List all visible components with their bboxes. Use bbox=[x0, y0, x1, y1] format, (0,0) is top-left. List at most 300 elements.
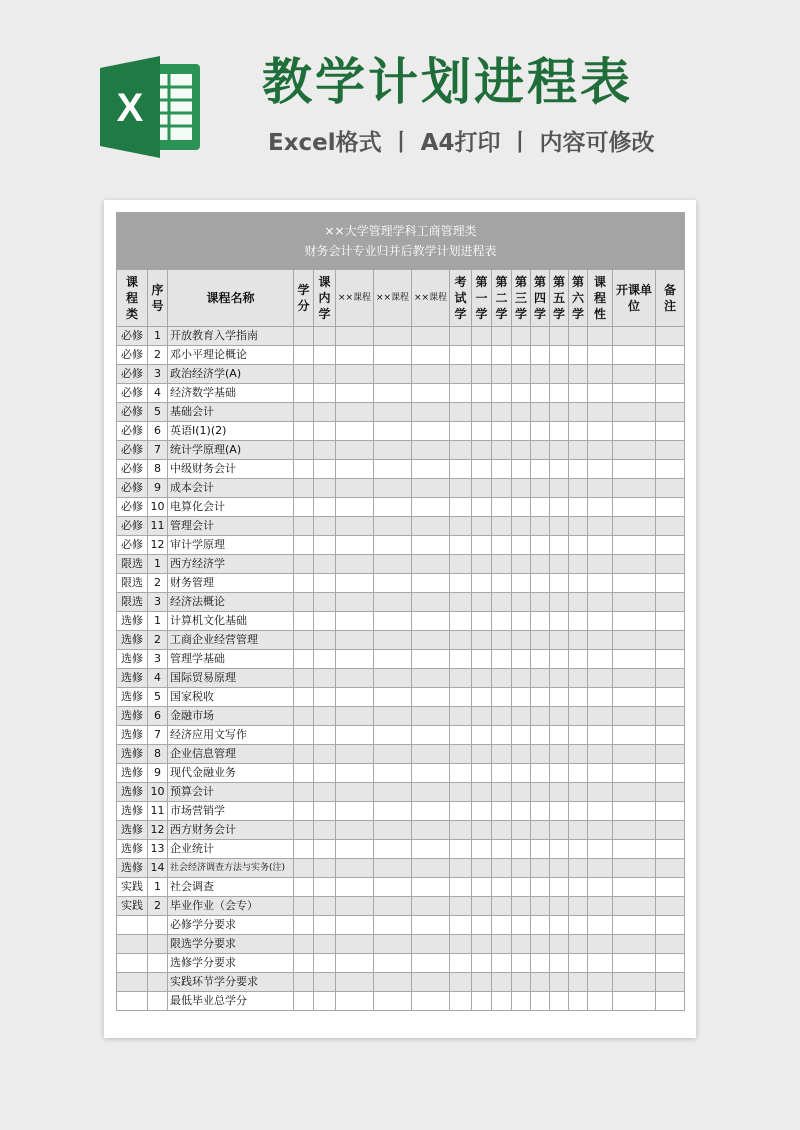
empty-cell[interactable] bbox=[656, 783, 685, 802]
empty-cell[interactable] bbox=[294, 403, 314, 422]
empty-cell[interactable] bbox=[512, 612, 531, 631]
empty-cell[interactable] bbox=[412, 631, 450, 650]
cell-course-type[interactable]: 必修 bbox=[117, 365, 148, 384]
empty-cell[interactable] bbox=[450, 973, 472, 992]
empty-cell[interactable] bbox=[314, 840, 336, 859]
empty-cell[interactable] bbox=[374, 726, 412, 745]
cell-course-name[interactable]: 预算会计 bbox=[168, 783, 294, 802]
empty-cell[interactable] bbox=[492, 460, 512, 479]
empty-cell[interactable] bbox=[412, 859, 450, 878]
empty-cell[interactable] bbox=[374, 441, 412, 460]
cell-course-type[interactable]: 选修 bbox=[117, 821, 148, 840]
empty-cell[interactable] bbox=[531, 460, 550, 479]
empty-cell[interactable] bbox=[412, 669, 450, 688]
empty-cell[interactable] bbox=[472, 422, 492, 441]
empty-cell[interactable] bbox=[550, 726, 569, 745]
empty-cell[interactable] bbox=[294, 498, 314, 517]
empty-cell[interactable] bbox=[336, 745, 374, 764]
empty-cell[interactable] bbox=[294, 764, 314, 783]
empty-cell[interactable] bbox=[569, 498, 588, 517]
empty-cell[interactable] bbox=[550, 441, 569, 460]
empty-cell[interactable] bbox=[472, 555, 492, 574]
cell-course-type[interactable]: 必修 bbox=[117, 479, 148, 498]
cell-course-name[interactable]: 政治经济学(A) bbox=[168, 365, 294, 384]
empty-cell[interactable] bbox=[294, 631, 314, 650]
empty-cell[interactable] bbox=[492, 954, 512, 973]
empty-cell[interactable] bbox=[450, 802, 472, 821]
empty-cell[interactable] bbox=[336, 441, 374, 460]
empty-cell[interactable] bbox=[569, 574, 588, 593]
empty-cell[interactable] bbox=[412, 897, 450, 916]
empty-cell[interactable] bbox=[450, 593, 472, 612]
empty-cell[interactable] bbox=[550, 612, 569, 631]
empty-cell[interactable] bbox=[531, 441, 550, 460]
cell-course-type[interactable]: 选修 bbox=[117, 688, 148, 707]
empty-cell[interactable] bbox=[656, 764, 685, 783]
cell-course-type[interactable] bbox=[117, 992, 148, 1011]
empty-cell[interactable] bbox=[512, 935, 531, 954]
empty-cell[interactable] bbox=[656, 745, 685, 764]
empty-cell[interactable] bbox=[550, 403, 569, 422]
empty-cell[interactable] bbox=[412, 840, 450, 859]
cell-seq[interactable]: 5 bbox=[148, 688, 168, 707]
empty-cell[interactable] bbox=[314, 517, 336, 536]
empty-cell[interactable] bbox=[550, 821, 569, 840]
empty-cell[interactable] bbox=[472, 897, 492, 916]
empty-cell[interactable] bbox=[374, 479, 412, 498]
empty-cell[interactable] bbox=[588, 365, 613, 384]
empty-cell[interactable] bbox=[531, 802, 550, 821]
empty-cell[interactable] bbox=[492, 365, 512, 384]
cell-course-type[interactable]: 选修 bbox=[117, 764, 148, 783]
empty-cell[interactable] bbox=[588, 460, 613, 479]
empty-cell[interactable] bbox=[472, 631, 492, 650]
empty-cell[interactable] bbox=[314, 954, 336, 973]
empty-cell[interactable] bbox=[412, 498, 450, 517]
empty-cell[interactable] bbox=[450, 897, 472, 916]
empty-cell[interactable] bbox=[472, 954, 492, 973]
empty-cell[interactable] bbox=[492, 403, 512, 422]
empty-cell[interactable] bbox=[569, 346, 588, 365]
empty-cell[interactable] bbox=[374, 536, 412, 555]
empty-cell[interactable] bbox=[472, 707, 492, 726]
cell-course-type[interactable] bbox=[117, 916, 148, 935]
empty-cell[interactable] bbox=[569, 422, 588, 441]
empty-cell[interactable] bbox=[512, 479, 531, 498]
empty-cell[interactable] bbox=[531, 840, 550, 859]
empty-cell[interactable] bbox=[569, 669, 588, 688]
empty-cell[interactable] bbox=[492, 327, 512, 346]
empty-cell[interactable] bbox=[550, 764, 569, 783]
empty-cell[interactable] bbox=[412, 878, 450, 897]
empty-cell[interactable] bbox=[492, 688, 512, 707]
cell-seq[interactable]: 13 bbox=[148, 840, 168, 859]
empty-cell[interactable] bbox=[588, 897, 613, 916]
cell-course-type[interactable]: 实践 bbox=[117, 878, 148, 897]
cell-seq[interactable] bbox=[148, 973, 168, 992]
empty-cell[interactable] bbox=[656, 346, 685, 365]
empty-cell[interactable] bbox=[512, 517, 531, 536]
empty-cell[interactable] bbox=[374, 650, 412, 669]
empty-cell[interactable] bbox=[314, 802, 336, 821]
empty-cell[interactable] bbox=[314, 935, 336, 954]
empty-cell[interactable] bbox=[531, 593, 550, 612]
empty-cell[interactable] bbox=[412, 536, 450, 555]
empty-cell[interactable] bbox=[314, 593, 336, 612]
empty-cell[interactable] bbox=[336, 574, 374, 593]
empty-cell[interactable] bbox=[374, 346, 412, 365]
cell-course-type[interactable]: 限选 bbox=[117, 555, 148, 574]
empty-cell[interactable] bbox=[531, 726, 550, 745]
empty-cell[interactable] bbox=[531, 650, 550, 669]
cell-seq[interactable]: 6 bbox=[148, 422, 168, 441]
cell-course-name[interactable]: 金融市场 bbox=[168, 707, 294, 726]
empty-cell[interactable] bbox=[569, 726, 588, 745]
empty-cell[interactable] bbox=[336, 707, 374, 726]
empty-cell[interactable] bbox=[550, 479, 569, 498]
empty-cell[interactable] bbox=[472, 859, 492, 878]
empty-cell[interactable] bbox=[472, 403, 492, 422]
empty-cell[interactable] bbox=[412, 574, 450, 593]
empty-cell[interactable] bbox=[531, 479, 550, 498]
empty-cell[interactable] bbox=[531, 878, 550, 897]
empty-cell[interactable] bbox=[472, 669, 492, 688]
empty-cell[interactable] bbox=[550, 517, 569, 536]
empty-cell[interactable] bbox=[550, 574, 569, 593]
empty-cell[interactable] bbox=[294, 954, 314, 973]
empty-cell[interactable] bbox=[336, 935, 374, 954]
empty-cell[interactable] bbox=[613, 422, 656, 441]
empty-cell[interactable] bbox=[569, 403, 588, 422]
empty-cell[interactable] bbox=[336, 365, 374, 384]
empty-cell[interactable] bbox=[512, 669, 531, 688]
empty-cell[interactable] bbox=[294, 688, 314, 707]
empty-cell[interactable] bbox=[588, 346, 613, 365]
empty-cell[interactable] bbox=[314, 498, 336, 517]
empty-cell[interactable] bbox=[613, 574, 656, 593]
empty-cell[interactable] bbox=[294, 384, 314, 403]
empty-cell[interactable] bbox=[472, 612, 492, 631]
empty-cell[interactable] bbox=[314, 783, 336, 802]
empty-cell[interactable] bbox=[336, 802, 374, 821]
empty-cell[interactable] bbox=[613, 441, 656, 460]
cell-course-type[interactable]: 必修 bbox=[117, 441, 148, 460]
cell-seq[interactable] bbox=[148, 992, 168, 1011]
empty-cell[interactable] bbox=[613, 631, 656, 650]
empty-cell[interactable] bbox=[613, 821, 656, 840]
cell-course-type[interactable] bbox=[117, 954, 148, 973]
cell-seq[interactable]: 8 bbox=[148, 745, 168, 764]
cell-course-name[interactable]: 最低毕业总学分 bbox=[168, 992, 294, 1011]
empty-cell[interactable] bbox=[492, 783, 512, 802]
empty-cell[interactable] bbox=[294, 992, 314, 1011]
cell-course-name[interactable]: 工商企业经营管理 bbox=[168, 631, 294, 650]
empty-cell[interactable] bbox=[314, 612, 336, 631]
empty-cell[interactable] bbox=[512, 650, 531, 669]
empty-cell[interactable] bbox=[569, 365, 588, 384]
empty-cell[interactable] bbox=[412, 783, 450, 802]
empty-cell[interactable] bbox=[412, 593, 450, 612]
cell-course-name[interactable]: 管理会计 bbox=[168, 517, 294, 536]
empty-cell[interactable] bbox=[294, 745, 314, 764]
cell-seq[interactable]: 9 bbox=[148, 479, 168, 498]
cell-course-name[interactable]: 企业统计 bbox=[168, 840, 294, 859]
empty-cell[interactable] bbox=[531, 783, 550, 802]
empty-cell[interactable] bbox=[314, 631, 336, 650]
cell-course-name[interactable]: 经济数学基础 bbox=[168, 384, 294, 403]
empty-cell[interactable] bbox=[336, 954, 374, 973]
empty-cell[interactable] bbox=[450, 954, 472, 973]
empty-cell[interactable] bbox=[492, 479, 512, 498]
cell-course-name[interactable]: 限选学分要求 bbox=[168, 935, 294, 954]
empty-cell[interactable] bbox=[569, 745, 588, 764]
empty-cell[interactable] bbox=[472, 840, 492, 859]
empty-cell[interactable] bbox=[492, 821, 512, 840]
empty-cell[interactable] bbox=[588, 403, 613, 422]
empty-cell[interactable] bbox=[569, 631, 588, 650]
empty-cell[interactable] bbox=[531, 973, 550, 992]
empty-cell[interactable] bbox=[569, 688, 588, 707]
empty-cell[interactable] bbox=[374, 365, 412, 384]
empty-cell[interactable] bbox=[472, 764, 492, 783]
cell-course-name[interactable]: 邓小平理论概论 bbox=[168, 346, 294, 365]
cell-course-name[interactable]: 经济法概论 bbox=[168, 593, 294, 612]
cell-course-type[interactable]: 必修 bbox=[117, 384, 148, 403]
cell-course-name[interactable]: 英语Ⅰ(1)(2) bbox=[168, 422, 294, 441]
empty-cell[interactable] bbox=[450, 517, 472, 536]
cell-course-name[interactable]: 审计学原理 bbox=[168, 536, 294, 555]
empty-cell[interactable] bbox=[294, 916, 314, 935]
cell-course-type[interactable] bbox=[117, 935, 148, 954]
empty-cell[interactable] bbox=[336, 460, 374, 479]
empty-cell[interactable] bbox=[512, 555, 531, 574]
empty-cell[interactable] bbox=[569, 935, 588, 954]
empty-cell[interactable] bbox=[374, 707, 412, 726]
empty-cell[interactable] bbox=[336, 992, 374, 1011]
empty-cell[interactable] bbox=[472, 916, 492, 935]
empty-cell[interactable] bbox=[492, 498, 512, 517]
empty-cell[interactable] bbox=[472, 460, 492, 479]
empty-cell[interactable] bbox=[492, 346, 512, 365]
empty-cell[interactable] bbox=[336, 859, 374, 878]
empty-cell[interactable] bbox=[550, 346, 569, 365]
empty-cell[interactable] bbox=[472, 802, 492, 821]
empty-cell[interactable] bbox=[613, 745, 656, 764]
empty-cell[interactable] bbox=[374, 422, 412, 441]
empty-cell[interactable] bbox=[472, 688, 492, 707]
empty-cell[interactable] bbox=[569, 479, 588, 498]
cell-seq[interactable]: 3 bbox=[148, 650, 168, 669]
empty-cell[interactable] bbox=[450, 650, 472, 669]
empty-cell[interactable] bbox=[294, 859, 314, 878]
empty-cell[interactable] bbox=[472, 498, 492, 517]
empty-cell[interactable] bbox=[472, 441, 492, 460]
empty-cell[interactable] bbox=[550, 802, 569, 821]
empty-cell[interactable] bbox=[336, 669, 374, 688]
empty-cell[interactable] bbox=[412, 973, 450, 992]
empty-cell[interactable] bbox=[588, 764, 613, 783]
empty-cell[interactable] bbox=[588, 422, 613, 441]
empty-cell[interactable] bbox=[550, 992, 569, 1011]
cell-course-name[interactable]: 成本会计 bbox=[168, 479, 294, 498]
empty-cell[interactable] bbox=[531, 403, 550, 422]
empty-cell[interactable] bbox=[314, 821, 336, 840]
empty-cell[interactable] bbox=[294, 460, 314, 479]
cell-seq[interactable]: 1 bbox=[148, 612, 168, 631]
cell-course-type[interactable]: 选修 bbox=[117, 612, 148, 631]
empty-cell[interactable] bbox=[336, 536, 374, 555]
empty-cell[interactable] bbox=[450, 365, 472, 384]
empty-cell[interactable] bbox=[336, 403, 374, 422]
empty-cell[interactable] bbox=[569, 840, 588, 859]
empty-cell[interactable] bbox=[512, 460, 531, 479]
empty-cell[interactable] bbox=[412, 365, 450, 384]
empty-cell[interactable] bbox=[374, 764, 412, 783]
empty-cell[interactable] bbox=[492, 973, 512, 992]
empty-cell[interactable] bbox=[531, 935, 550, 954]
empty-cell[interactable] bbox=[336, 688, 374, 707]
empty-cell[interactable] bbox=[336, 878, 374, 897]
empty-cell[interactable] bbox=[656, 878, 685, 897]
empty-cell[interactable] bbox=[412, 612, 450, 631]
empty-cell[interactable] bbox=[314, 726, 336, 745]
empty-cell[interactable] bbox=[294, 726, 314, 745]
cell-course-name[interactable]: 企业信息管理 bbox=[168, 745, 294, 764]
cell-course-type[interactable]: 必修 bbox=[117, 460, 148, 479]
empty-cell[interactable] bbox=[492, 593, 512, 612]
empty-cell[interactable] bbox=[531, 669, 550, 688]
empty-cell[interactable] bbox=[656, 631, 685, 650]
empty-cell[interactable] bbox=[294, 878, 314, 897]
empty-cell[interactable] bbox=[656, 935, 685, 954]
empty-cell[interactable] bbox=[314, 479, 336, 498]
cell-course-type[interactable]: 选修 bbox=[117, 802, 148, 821]
cell-course-type[interactable]: 选修 bbox=[117, 745, 148, 764]
empty-cell[interactable] bbox=[412, 916, 450, 935]
empty-cell[interactable] bbox=[294, 365, 314, 384]
empty-cell[interactable] bbox=[294, 783, 314, 802]
empty-cell[interactable] bbox=[294, 840, 314, 859]
empty-cell[interactable] bbox=[374, 327, 412, 346]
empty-cell[interactable] bbox=[588, 707, 613, 726]
cell-course-type[interactable]: 必修 bbox=[117, 327, 148, 346]
empty-cell[interactable] bbox=[512, 707, 531, 726]
empty-cell[interactable] bbox=[374, 802, 412, 821]
empty-cell[interactable] bbox=[656, 327, 685, 346]
empty-cell[interactable] bbox=[450, 916, 472, 935]
empty-cell[interactable] bbox=[450, 327, 472, 346]
empty-cell[interactable] bbox=[314, 707, 336, 726]
empty-cell[interactable] bbox=[613, 384, 656, 403]
empty-cell[interactable] bbox=[588, 688, 613, 707]
empty-cell[interactable] bbox=[294, 517, 314, 536]
empty-cell[interactable] bbox=[492, 878, 512, 897]
empty-cell[interactable] bbox=[412, 346, 450, 365]
cell-seq[interactable]: 2 bbox=[148, 346, 168, 365]
empty-cell[interactable] bbox=[336, 916, 374, 935]
cell-course-type[interactable]: 选修 bbox=[117, 707, 148, 726]
empty-cell[interactable] bbox=[450, 688, 472, 707]
empty-cell[interactable] bbox=[412, 650, 450, 669]
empty-cell[interactable] bbox=[569, 802, 588, 821]
empty-cell[interactable] bbox=[613, 346, 656, 365]
cell-course-name[interactable]: 国家税收 bbox=[168, 688, 294, 707]
empty-cell[interactable] bbox=[450, 764, 472, 783]
empty-cell[interactable] bbox=[512, 631, 531, 650]
empty-cell[interactable] bbox=[531, 745, 550, 764]
empty-cell[interactable] bbox=[512, 897, 531, 916]
empty-cell[interactable] bbox=[336, 327, 374, 346]
empty-cell[interactable] bbox=[531, 536, 550, 555]
empty-cell[interactable] bbox=[374, 859, 412, 878]
empty-cell[interactable] bbox=[656, 384, 685, 403]
cell-seq[interactable]: 9 bbox=[148, 764, 168, 783]
empty-cell[interactable] bbox=[613, 859, 656, 878]
empty-cell[interactable] bbox=[588, 840, 613, 859]
cell-course-name[interactable]: 经济应用文写作 bbox=[168, 726, 294, 745]
empty-cell[interactable] bbox=[336, 479, 374, 498]
cell-seq[interactable]: 11 bbox=[148, 517, 168, 536]
empty-cell[interactable] bbox=[588, 574, 613, 593]
empty-cell[interactable] bbox=[450, 346, 472, 365]
empty-cell[interactable] bbox=[314, 574, 336, 593]
empty-cell[interactable] bbox=[472, 650, 492, 669]
empty-cell[interactable] bbox=[613, 897, 656, 916]
empty-cell[interactable] bbox=[412, 403, 450, 422]
empty-cell[interactable] bbox=[656, 859, 685, 878]
empty-cell[interactable] bbox=[550, 878, 569, 897]
empty-cell[interactable] bbox=[550, 897, 569, 916]
empty-cell[interactable] bbox=[569, 441, 588, 460]
cell-course-name[interactable]: 基础会计 bbox=[168, 403, 294, 422]
empty-cell[interactable] bbox=[472, 593, 492, 612]
empty-cell[interactable] bbox=[336, 498, 374, 517]
empty-cell[interactable] bbox=[336, 764, 374, 783]
empty-cell[interactable] bbox=[569, 327, 588, 346]
empty-cell[interactable] bbox=[472, 479, 492, 498]
empty-cell[interactable] bbox=[450, 745, 472, 764]
empty-cell[interactable] bbox=[314, 536, 336, 555]
empty-cell[interactable] bbox=[450, 460, 472, 479]
empty-cell[interactable] bbox=[374, 992, 412, 1011]
empty-cell[interactable] bbox=[374, 878, 412, 897]
cell-seq[interactable]: 2 bbox=[148, 631, 168, 650]
empty-cell[interactable] bbox=[531, 498, 550, 517]
empty-cell[interactable] bbox=[588, 859, 613, 878]
empty-cell[interactable] bbox=[472, 973, 492, 992]
empty-cell[interactable] bbox=[492, 935, 512, 954]
empty-cell[interactable] bbox=[656, 422, 685, 441]
empty-cell[interactable] bbox=[412, 821, 450, 840]
empty-cell[interactable] bbox=[613, 954, 656, 973]
empty-cell[interactable] bbox=[314, 745, 336, 764]
empty-cell[interactable] bbox=[550, 916, 569, 935]
empty-cell[interactable] bbox=[588, 612, 613, 631]
empty-cell[interactable] bbox=[314, 384, 336, 403]
empty-cell[interactable] bbox=[336, 840, 374, 859]
empty-cell[interactable] bbox=[512, 536, 531, 555]
cell-course-type[interactable]: 选修 bbox=[117, 859, 148, 878]
empty-cell[interactable] bbox=[472, 878, 492, 897]
empty-cell[interactable] bbox=[613, 764, 656, 783]
cell-seq[interactable]: 12 bbox=[148, 821, 168, 840]
cell-course-name[interactable]: 毕业作业（会专） bbox=[168, 897, 294, 916]
empty-cell[interactable] bbox=[588, 802, 613, 821]
empty-cell[interactable] bbox=[550, 859, 569, 878]
empty-cell[interactable] bbox=[512, 422, 531, 441]
empty-cell[interactable] bbox=[531, 764, 550, 783]
empty-cell[interactable] bbox=[569, 916, 588, 935]
